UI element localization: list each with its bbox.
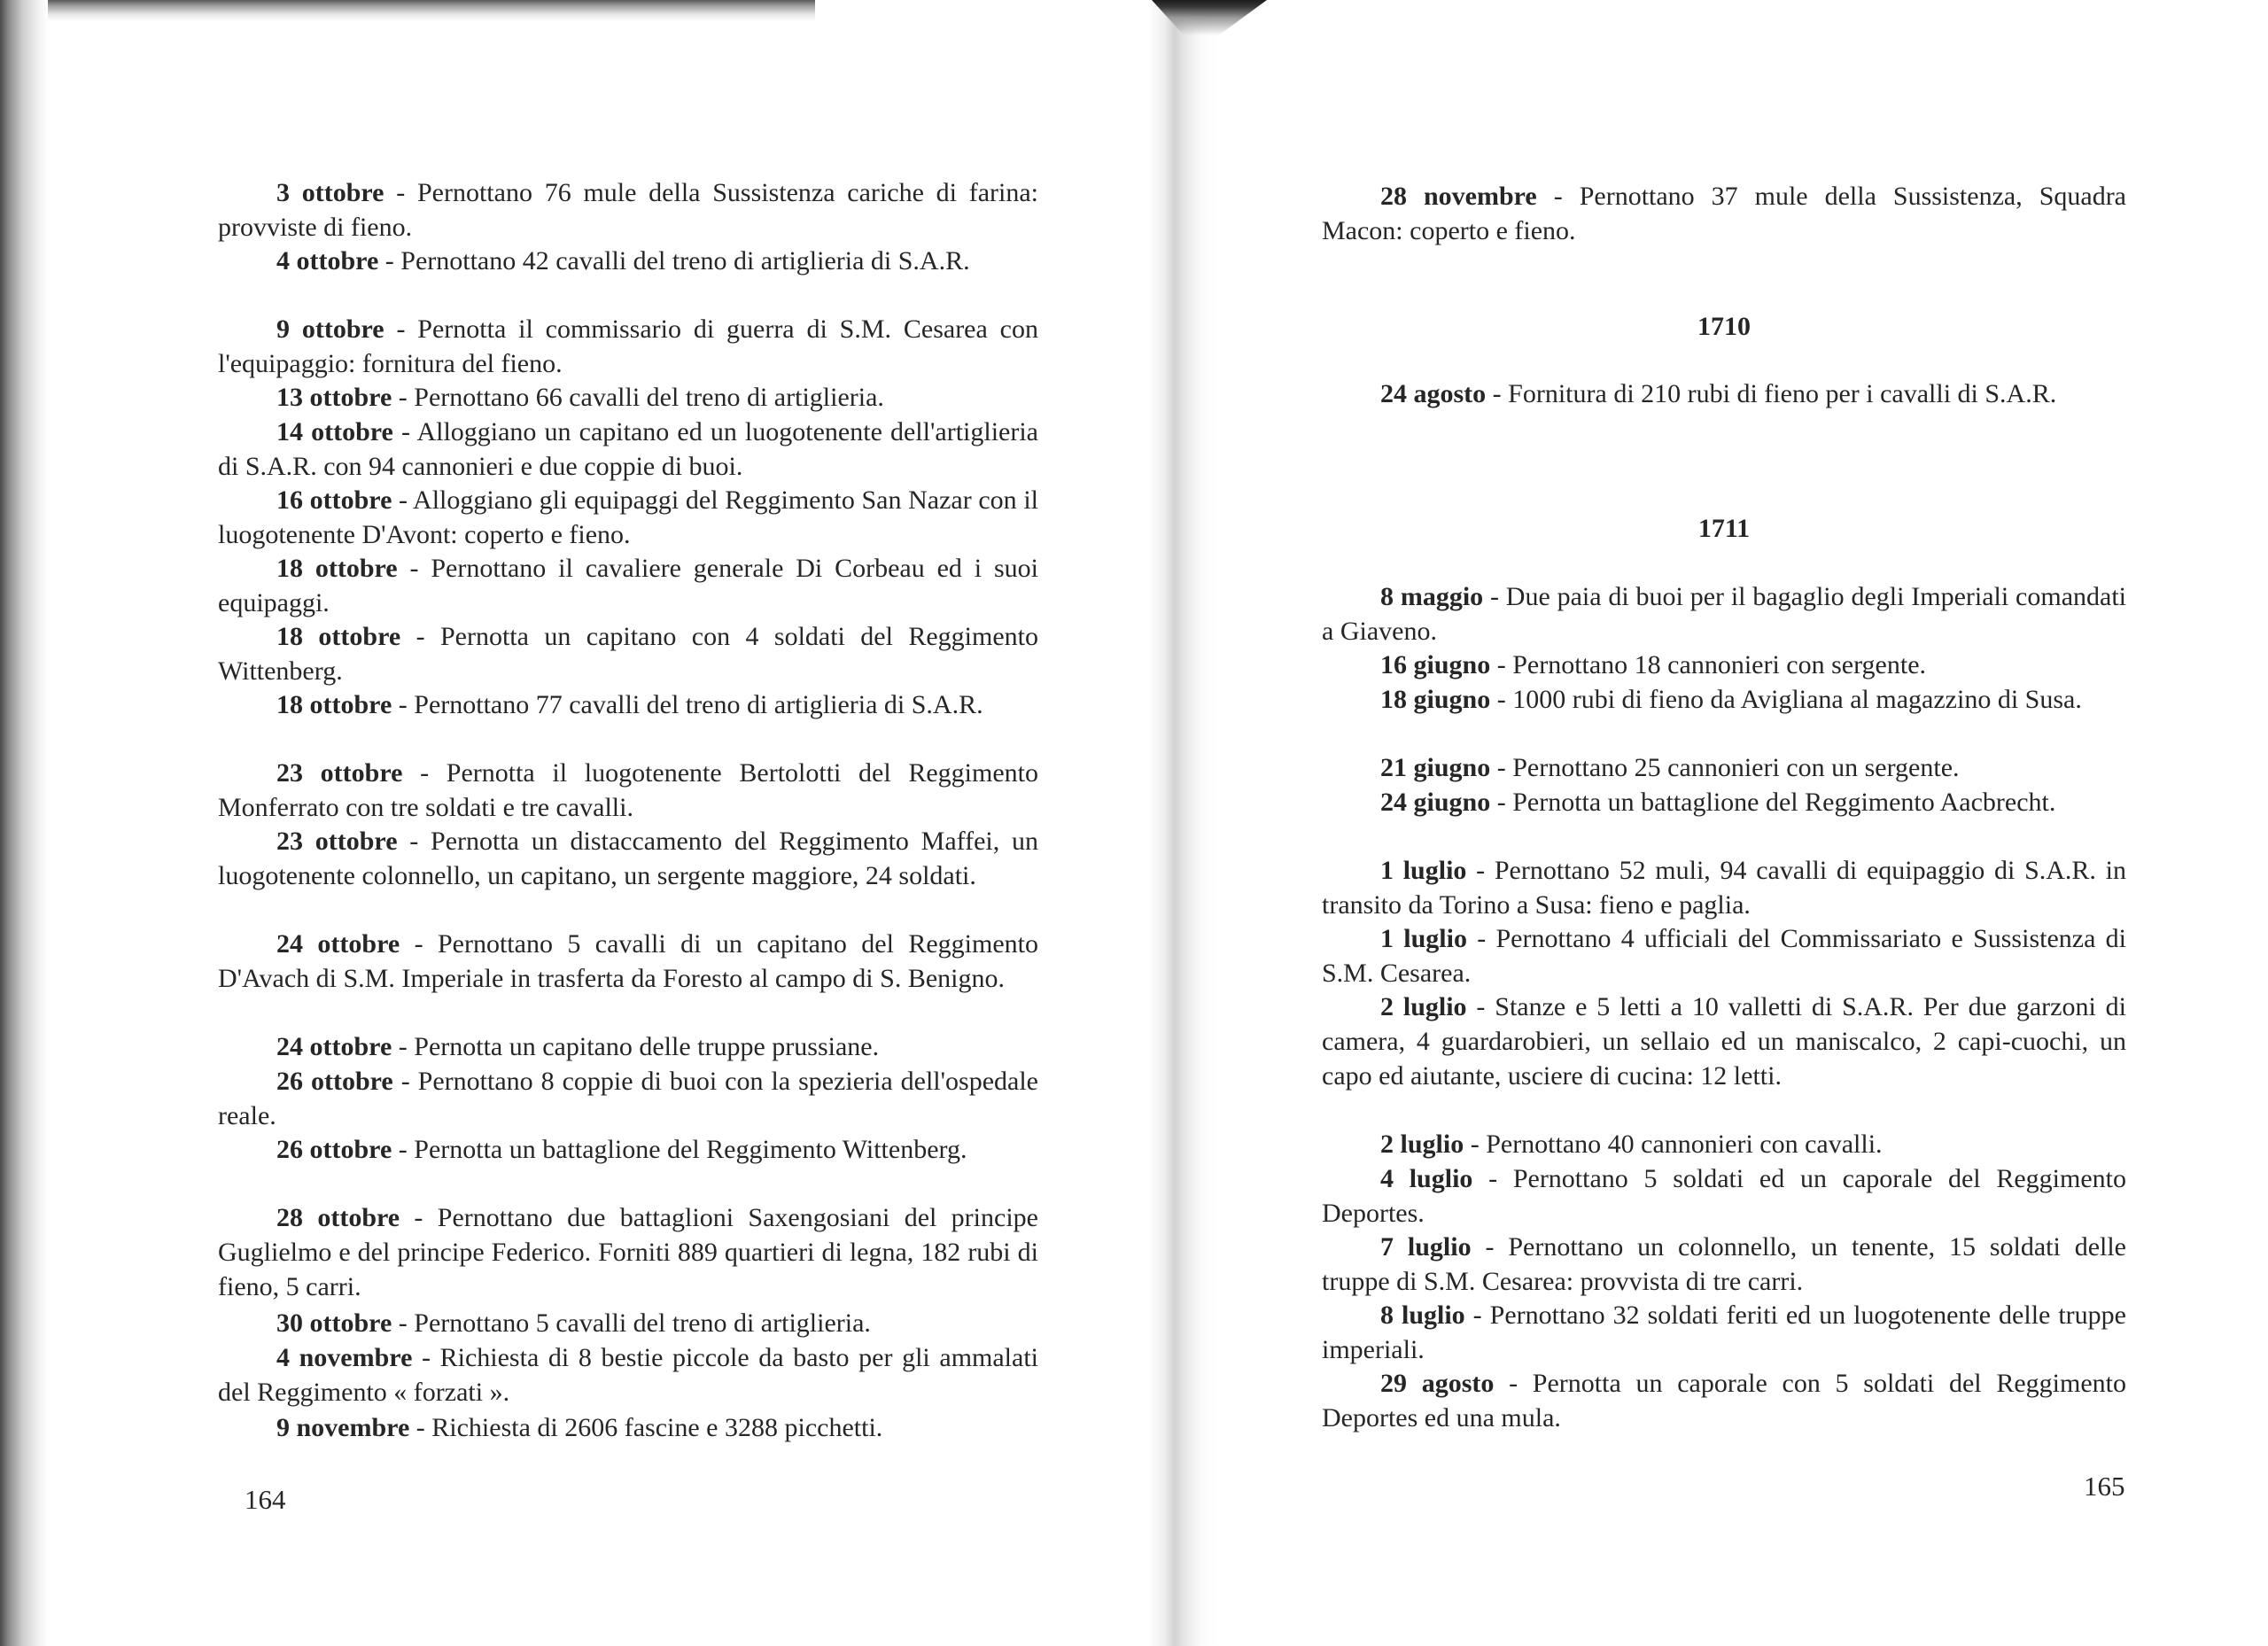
entry-date: 16 giugno	[1380, 650, 1491, 679]
entry-text	[218, 824, 1038, 893]
entry-date: 24 giugno	[1380, 788, 1491, 817]
entry-text	[218, 175, 1038, 245]
entry-date: 13 ottobre	[276, 383, 392, 412]
entry-body: - Stanze e 5 letti a 10 valletti di S.A.R. Per due garzoni di camera, 4 guardarobieri, un sellaio ed un maniscalco, 2 capi-cuochi, un capo ed aiutante, usciere di cucina: 12 letti.	[1322, 992, 2126, 1091]
entry-date: 18 ottobre	[276, 690, 392, 719]
entry-body: - Pernottano 66 cavalli del treno di artiglieria.	[392, 383, 884, 412]
entry-date: 8 maggio	[1380, 582, 1484, 611]
entry-date: 23 ottobre	[276, 827, 398, 856]
entry-body: - Pernottano 25 cannonieri con un sergente.	[1490, 753, 1960, 782]
entry-text	[1322, 921, 2126, 990]
entry-text	[1322, 1127, 2126, 1161]
entry-date: 23 ottobre	[276, 758, 403, 788]
entry-body: - Pernottano 32 soldati feriti ed un luogotenente delle truppe imperiali.	[1322, 1300, 2126, 1364]
entry-body: - Pernottano 37 mule della Sussistenza, Squadra Macon: coperto e fieno.	[1322, 182, 2126, 245]
entry-text	[218, 619, 1038, 688]
entry-date: 21 giugno	[1380, 753, 1491, 782]
entry-body: - Pernottano 5 cavalli del treno di artiglieria.	[392, 1308, 871, 1338]
entry-text	[218, 1132, 1038, 1167]
entry-date: 24 ottobre	[276, 929, 400, 959]
entry-date: 9 ottobre	[276, 314, 384, 344]
entry-body: - Pernotta un capitano delle truppe prussiane.	[392, 1032, 880, 1061]
entry-body: - Richiesta di 2606 fascine e 3288 picchetti.	[409, 1413, 883, 1442]
entry-text	[1322, 682, 2126, 717]
entry-date: 24 agosto	[1380, 379, 1487, 408]
year-heading: 1711	[1697, 514, 1751, 543]
entry-body: - Fornitura di 210 rubi di fieno per i cavalli di S.A.R.	[1486, 379, 2057, 408]
entry-body: - Pernotta un distaccamento del Reggimento Maffei, un luogotenente colonnello, un capitano, un sergente maggiore, 24 soldati.	[218, 827, 1038, 890]
entry-text	[218, 1340, 1038, 1409]
page-number: 164	[245, 1484, 286, 1515]
entry-date: 28 novembre	[1380, 182, 1537, 211]
entry-text	[218, 756, 1038, 825]
entry-text	[1322, 990, 2126, 1093]
entry-date: 26 ottobre	[276, 1067, 393, 1096]
entry-text	[218, 380, 1038, 415]
entry-body: - Pernottano 18 cannonieri con sergente.	[1490, 650, 1927, 679]
entry-date: 7 luglio	[1380, 1232, 1472, 1262]
entry-text	[1322, 579, 2126, 648]
book-gutter	[1148, 0, 1219, 1646]
entry-text	[1322, 377, 2126, 411]
entry-body: - Pernottano 5 soldati ed un caporale del Reggimento Deportes.	[1322, 1164, 2126, 1228]
entry-body: - 1000 rubi di fieno da Avigliana al magazzino di Susa.	[1490, 685, 2082, 714]
entry-body: - Pernottano 76 mule della Sussistenza cariche di farina: provviste di fieno.	[218, 178, 1038, 242]
left-page	[218, 0, 1038, 1646]
entry-text	[218, 312, 1038, 381]
entry-text	[218, 1029, 1038, 1064]
entry-body: - Pernotta un battaglione del Reggimento Aacbrecht.	[1490, 788, 2056, 817]
entry-text	[218, 1306, 1038, 1340]
entry-text	[218, 1064, 1038, 1133]
entry-body: - Pernotta il commissario di guerra di S.M. Cesarea con l'equipaggio: fornitura del fieno.	[218, 314, 1038, 378]
entry-text	[218, 551, 1038, 620]
entry-date: 30 ottobre	[276, 1308, 392, 1338]
entry-body: - Pernotta un battaglione del Reggimento Wittenberg.	[392, 1135, 967, 1164]
entry-text	[218, 1200, 1038, 1304]
entry-text	[218, 483, 1038, 552]
entry-body: - Pernotta un capitano con 4 soldati del Reggimento Wittenberg.	[218, 622, 1038, 686]
entry-body: - Pernottano 52 muli, 94 cavalli di equipaggio di S.A.R. in transito da Torino a Susa: fieno e paglia.	[1322, 856, 2126, 920]
entry-date: 14 ottobre	[276, 417, 393, 446]
entry-text	[1322, 1298, 2126, 1367]
entry-body: - Alloggiano un capitano ed un luogotenente dell'artiglieria di S.A.R. con 94 cannonieri e due coppie di buoi.	[218, 417, 1038, 481]
entry-date: 4 luglio	[1380, 1164, 1473, 1193]
entry-date: 29 agosto	[1380, 1369, 1495, 1398]
entry-date: 18 ottobre	[276, 554, 398, 583]
entry-text	[218, 687, 1038, 722]
entry-text	[218, 927, 1038, 996]
entry-body: - Due paia di buoi per il bagaglio degli Imperiali comandati a Giaveno.	[1322, 582, 2126, 646]
entry-body: - Pernottano due battaglioni Saxengosiani del principe Guglielmo e del principe Federico. Forniti 889 quartieri di legna, 182 rubi di fieno, 5 carri.	[218, 1203, 1038, 1301]
entry-date: 9 novembre	[276, 1413, 410, 1442]
entry-text	[1322, 179, 2126, 248]
entry-body: - Pernottano 4 ufficiali del Commissariato e Sussistenza di S.M. Cesarea.	[1322, 924, 2127, 988]
entry-body: - Pernottano il cavaliere generale Di Corbeau ed i suoi equipaggi.	[218, 554, 1038, 617]
entry-body: - Pernottano un colonnello, un tenente, 15 soldati delle truppe di S.M. Cesarea: provvista di tre carri.	[1322, 1232, 2126, 1296]
entry-text	[218, 244, 1038, 278]
entry-body: - Pernotta il luogotenente Bertolotti del Reggimento Monferrato con tre soldati e tre cavalli.	[218, 758, 1038, 822]
entry-text	[1322, 750, 2126, 785]
entry-text	[1322, 1161, 2126, 1231]
entry-text	[218, 415, 1038, 484]
entry-body: - Pernottano 8 coppie di buoi con la spezieria dell'ospedale reale.	[218, 1067, 1038, 1130]
entry-date: 3 ottobre	[276, 178, 384, 207]
entry-date: 4 novembre	[276, 1343, 413, 1372]
entry-date: 16 ottobre	[276, 485, 392, 515]
entry-date: 28 ottobre	[276, 1203, 400, 1232]
entry-text	[1322, 1230, 2126, 1299]
entry-body: - Pernottano 77 cavalli del treno di artiglieria di S.A.R.	[392, 690, 983, 719]
entry-date: 1 luglio	[1380, 924, 1467, 953]
page-edge-shadow-left	[0, 0, 48, 1646]
right-page	[1322, 0, 2126, 1646]
entry-text	[1322, 1366, 2126, 1435]
entry-date: 2 luglio	[1380, 1130, 1464, 1159]
entry-date: 24 ottobre	[276, 1032, 392, 1061]
entry-text	[218, 1410, 1038, 1445]
entry-body: - Pernotta un caporale con 5 soldati del Reggimento Deportes ed una mula.	[1322, 1369, 2126, 1432]
entry-text	[1322, 853, 2126, 922]
entry-date: 4 ottobre	[276, 246, 379, 276]
year-heading: 1710	[1697, 312, 1751, 341]
entry-text	[1322, 785, 2126, 819]
entry-date: 26 ottobre	[276, 1135, 392, 1164]
entry-body: - Pernottano 40 cannonieri con cavalli.	[1464, 1130, 1883, 1159]
entry-date: 18 giugno	[1380, 685, 1491, 714]
entry-text	[1322, 648, 2126, 682]
entry-date: 8 luglio	[1380, 1300, 1465, 1330]
entry-date: 1 luglio	[1380, 856, 1467, 885]
entry-date: 2 luglio	[1380, 992, 1467, 1021]
entry-body: - Richiesta di 8 bestie piccole da basto per gli ammalati del Reggimento « forzati ».	[218, 1343, 1038, 1407]
entry-body: - Pernottano 42 cavalli del treno di artiglieria di S.A.R.	[378, 246, 970, 276]
page-number: 165	[2084, 1471, 2125, 1502]
entry-date: 18 ottobre	[276, 622, 401, 651]
entry-body: - Alloggiano gli equipaggi del Reggimento San Nazar con il luogotenente D'Avont: coperto e fieno.	[218, 485, 1038, 549]
entry-body: - Pernottano 5 cavalli di un capitano del Reggimento D'Avach di S.M. Imperiale in trasferta da Foresto al campo di S. Benigno.	[218, 929, 1038, 993]
